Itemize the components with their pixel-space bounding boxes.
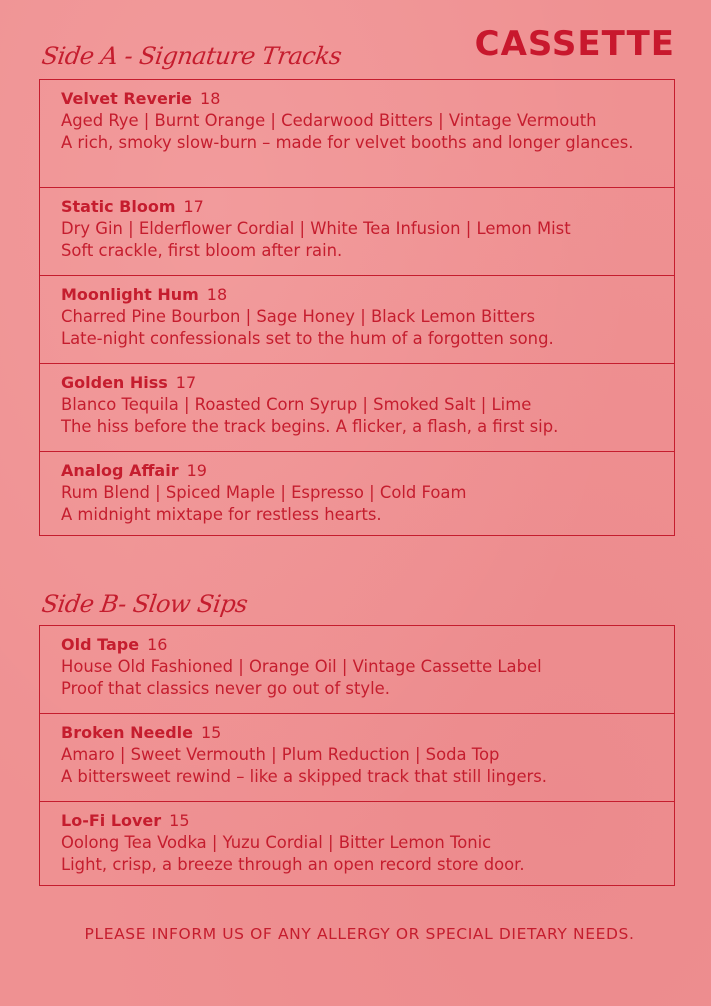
- item-price: 17: [175, 373, 197, 392]
- item-name: Moonlight Hum: [61, 285, 199, 304]
- menu-item: [40, 188, 674, 276]
- item-description: Late-night confessionals set to the hum of a forgotten song.: [61, 329, 554, 348]
- item-ingredients: Dry Gin | Elderflower Cordial | White Tea Infusion | Lemon Mist: [61, 219, 571, 238]
- side-a-track-list: [39, 79, 675, 536]
- item-name: Analog Affair: [61, 461, 179, 480]
- item-description: A midnight mixtape for restless hearts.: [61, 505, 382, 524]
- item-price: 15: [200, 723, 222, 742]
- side-a-heading: Side A - Signature Tracks: [40, 42, 344, 70]
- item-name: Velvet Reverie: [61, 89, 193, 108]
- item-name: Lo-Fi Lover: [61, 811, 162, 830]
- menu-item: [40, 626, 674, 714]
- item-name: Golden Hiss: [61, 373, 168, 392]
- menu-item: [40, 276, 674, 364]
- item-ingredients: Oolong Tea Vodka | Yuzu Cordial | Bitter Lemon Tonic: [61, 833, 492, 852]
- menu-item: [40, 80, 674, 188]
- side-b-track-list: [39, 625, 675, 886]
- item-price: 19: [186, 461, 207, 480]
- item-price: 18: [206, 285, 228, 304]
- item-description: A bittersweet rewind – like a skipped track that still lingers.: [61, 767, 548, 786]
- item-name: Broken Needle: [61, 723, 193, 742]
- item-name: Old Tape: [61, 635, 140, 654]
- item-ingredients: Rum Blend | Spiced Maple | Espresso | Cold Foam: [61, 483, 467, 502]
- item-description: Light, crisp, a breeze through an open record store door.: [61, 855, 525, 874]
- item-name: Static Bloom: [61, 197, 176, 216]
- item-description: Soft crackle, first bloom after rain.: [61, 241, 343, 260]
- item-ingredients: Charred Pine Bourbon | Sage Honey | Black Lemon Bitters: [61, 307, 536, 326]
- item-price: 17: [183, 197, 204, 216]
- item-ingredients: Blanco Tequila | Roasted Corn Syrup | Smoked Salt | Lime: [61, 395, 532, 414]
- item-ingredients: Amaro | Sweet Vermouth | Plum Reduction | Soda Top: [61, 745, 500, 764]
- item-ingredients: House Old Fashioned | Orange Oil | Vintage Cassette Label: [61, 657, 542, 676]
- item-description: Proof that classics never go out of style.: [61, 679, 390, 698]
- menu-item: [40, 452, 674, 535]
- item-price: 15: [169, 811, 190, 830]
- item-description: The hiss before the track begins. A flicker, a flash, a first sip.: [61, 417, 559, 436]
- menu-item: [40, 364, 674, 452]
- item-price: 18: [200, 89, 221, 108]
- menu-item: [40, 714, 674, 802]
- brand-logo: CASSETTE: [474, 24, 675, 64]
- menu-item: [40, 802, 674, 884]
- item-description: A rich, smoky slow-burn – made for velvet booths and longer glances.: [61, 133, 634, 152]
- allergy-notice: PLEASE INFORM US OF ANY ALLERGY OR SPECIAL DIETARY NEEDS.: [84, 925, 635, 943]
- side-b-heading: Side B- Slow Sips: [40, 590, 250, 618]
- item-ingredients: Aged Rye | Burnt Orange | Cedarwood Bitters | Vintage Vermouth: [61, 111, 597, 130]
- item-price: 16: [147, 635, 168, 654]
